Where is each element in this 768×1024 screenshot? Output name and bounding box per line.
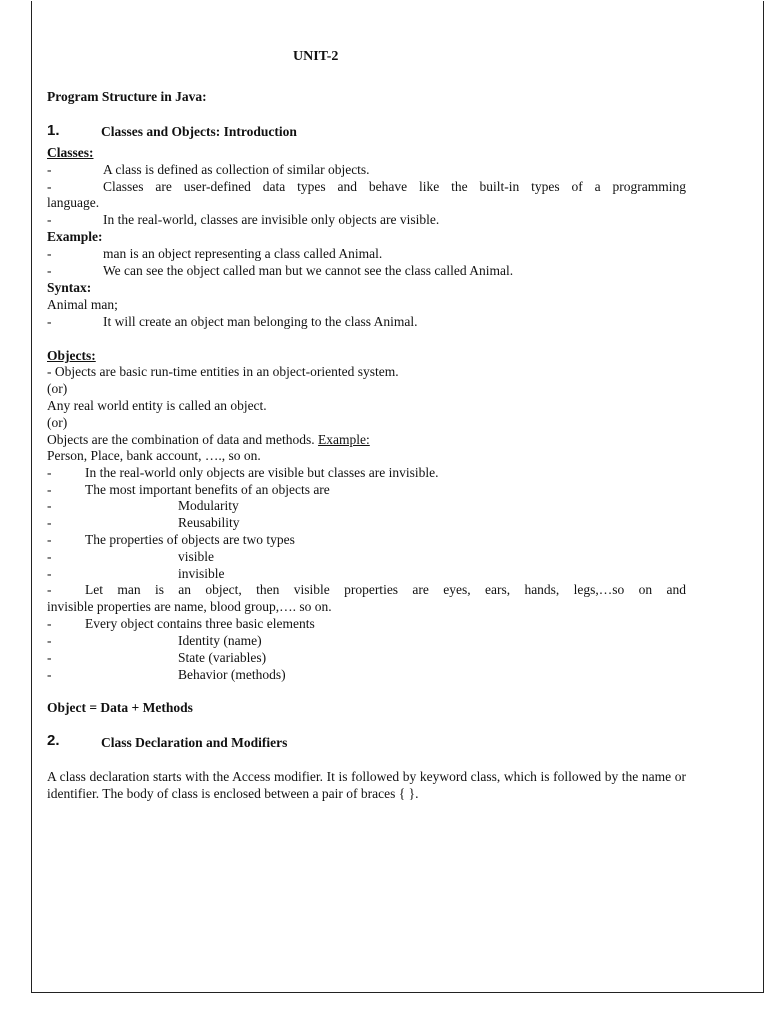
list-item-text: A class is defined as collection of similar objects. <box>103 162 370 177</box>
bullet-dash: - <box>47 616 52 631</box>
list-item-text: Every object contains three basic elements <box>85 616 315 631</box>
objects-example-link: Example: <box>318 432 370 447</box>
section-2-heading-row <box>47 732 60 749</box>
unit-title: UNIT-2 <box>293 49 339 64</box>
list-item-text: Identity (name) <box>178 633 262 648</box>
list-item-text: Let man is an object, then visible properties are eyes, ears, hands, legs,…so on and <box>85 582 686 597</box>
example-label: Example: <box>47 229 103 244</box>
bullet-dash: - <box>47 566 52 581</box>
bullet-dash: - <box>47 179 52 194</box>
list-item <box>47 565 225 582</box>
bullet-dash: - <box>47 482 52 497</box>
list-item-text: The properties of objects are two types <box>85 532 295 547</box>
list-item <box>47 581 686 598</box>
list-item-wrap: invisible properties are name, blood group,…. so on. <box>47 599 332 614</box>
bullet-dash: - <box>47 498 52 513</box>
list-item-text: We can see the object called man but we cannot see the class called Animal. <box>103 263 514 278</box>
objects-label: Objects: <box>47 348 96 363</box>
objects-line <box>47 431 370 448</box>
objects-line: - Objects are basic run-time entities in an object-oriented system. <box>47 364 399 379</box>
list-item-text: State (variables) <box>178 650 267 665</box>
document-page <box>31 1 764 993</box>
bullet-dash: - <box>47 212 52 227</box>
list-item-text: In the real-world only objects are visible but classes are invisible. <box>85 465 439 480</box>
list-item <box>47 548 214 565</box>
section-1-heading: Classes and Objects: Introduction <box>101 124 297 139</box>
list-item <box>47 497 239 514</box>
list-item-text: The most important benefits of an objects are <box>85 482 330 497</box>
list-item <box>47 666 286 683</box>
list-item-text: It will create an object man belonging to the class Animal. <box>103 314 418 329</box>
list-item <box>47 531 295 548</box>
list-item-text: Behavior (methods) <box>178 667 286 682</box>
list-item-wrap: language. <box>47 195 100 210</box>
list-item-text: visible <box>178 549 214 564</box>
list-item-text: invisible <box>178 566 225 581</box>
bullet-dash: - <box>47 650 52 665</box>
list-item <box>47 313 418 330</box>
list-item-text: Modularity <box>178 498 239 513</box>
list-item-text: Classes are user-defined data types and behave like the built-in types of a programming <box>103 179 686 194</box>
bullet-dash: - <box>47 515 52 530</box>
section-2-heading: Class Declaration and Modifiers <box>101 735 288 750</box>
page-title: Program Structure in Java: <box>47 89 207 104</box>
list-item <box>47 245 383 262</box>
bullet-dash: - <box>47 667 52 682</box>
section-1-number: 1. <box>47 122 60 139</box>
list-item <box>47 649 267 666</box>
list-item <box>47 514 240 531</box>
list-item-text: Reusability <box>178 515 240 530</box>
bullet-dash: - <box>47 582 52 597</box>
bullet-dash: - <box>47 633 52 648</box>
syntax-label: Syntax: <box>47 280 92 295</box>
list-item <box>47 161 686 178</box>
bullet-dash: - <box>47 465 52 480</box>
or-text: (or) <box>47 381 68 396</box>
list-item <box>47 481 330 498</box>
list-item <box>47 262 514 279</box>
list-item-text: In the real-world, classes are invisible only objects are visible. <box>103 212 440 227</box>
bullet-dash: - <box>47 314 52 329</box>
objects-line-text: Objects are the combination of data and methods. <box>47 432 319 447</box>
section-2-paragraph: A class declaration starts with the Access modifier. It is followed by keyword class, which is followed by the name or identifier. The body of class is enclosed between a pair of braces { }. <box>47 769 686 801</box>
list-item <box>47 178 686 195</box>
formula: Object = Data + Methods <box>47 700 193 715</box>
bullet-dash: - <box>47 162 52 177</box>
list-item <box>47 632 262 649</box>
list-item-text: man is an object representing a class called Animal. <box>103 246 383 261</box>
objects-line: Person, Place, bank account, …., so on. <box>47 448 261 463</box>
section-2-number: 2. <box>47 732 60 749</box>
section-1-heading-row <box>47 122 60 139</box>
list-item <box>47 464 439 481</box>
list-item <box>47 211 440 228</box>
bullet-dash: - <box>47 532 52 547</box>
bullet-dash: - <box>47 263 52 278</box>
list-item <box>47 615 315 632</box>
classes-label: Classes: <box>47 145 94 160</box>
or-text: (or) <box>47 415 68 430</box>
syntax-code: Animal man; <box>47 297 118 312</box>
objects-line: Any real world entity is called an object. <box>47 398 267 413</box>
bullet-dash: - <box>47 549 52 564</box>
bullet-dash: - <box>47 246 52 261</box>
